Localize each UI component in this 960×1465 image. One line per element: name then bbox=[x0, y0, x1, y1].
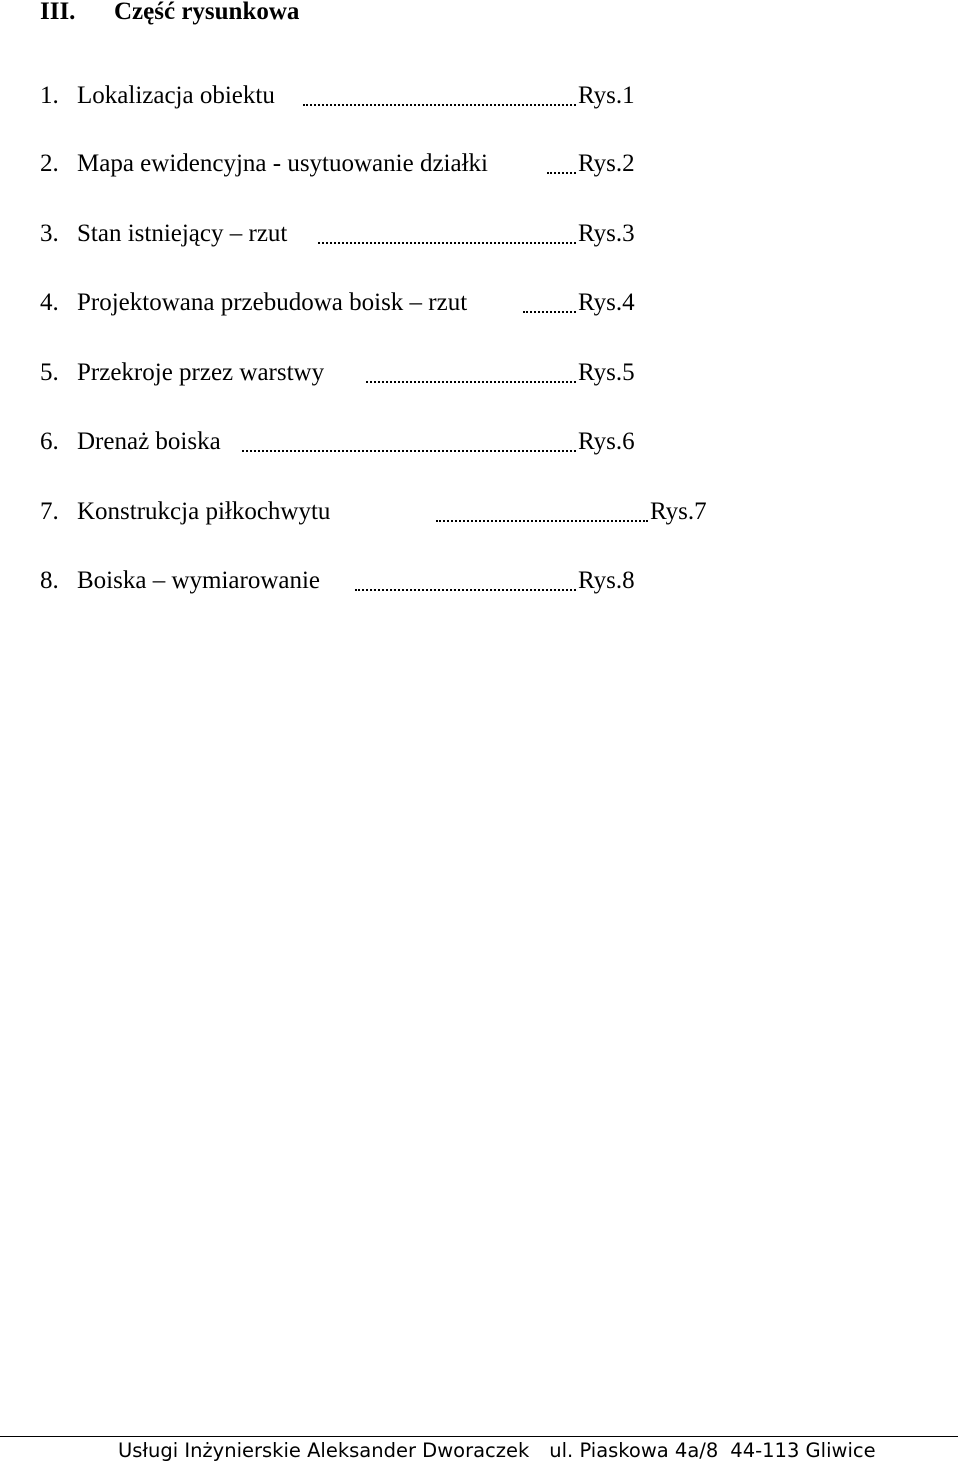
footer-city: 44-113 Gliwice bbox=[730, 1439, 876, 1462]
entry-title: Boiska – wymiarowanie bbox=[77, 567, 321, 594]
entry-reference: Rys.7 bbox=[650, 498, 707, 525]
entry-title: Lokalizacja obiektu bbox=[77, 82, 275, 109]
footer-street: ul. Piaskowa 4a/8 bbox=[549, 1439, 719, 1462]
entry-title: Przekroje przez warstwy bbox=[77, 359, 325, 386]
dot-leader bbox=[436, 520, 648, 522]
section-number: III. bbox=[40, 0, 76, 25]
entry-reference: Rys.1 bbox=[578, 82, 635, 109]
entry-number: 8. bbox=[40, 567, 59, 594]
entry-title: Mapa ewidencyjna - usytuowanie działki bbox=[77, 150, 488, 177]
dot-leader bbox=[547, 172, 576, 174]
entry-number: 5. bbox=[40, 359, 59, 386]
dot-leader bbox=[303, 104, 576, 106]
entry-title: Projektowana przebudowa boisk – rzut bbox=[77, 289, 468, 316]
dot-leader bbox=[242, 450, 576, 452]
entry-number: 3. bbox=[40, 220, 59, 247]
entry-number: 7. bbox=[40, 498, 59, 525]
entry-title: Stan istniejący – rzut bbox=[77, 220, 288, 247]
entry-title: Konstrukcja piłkochwytu bbox=[77, 498, 331, 525]
dot-leader bbox=[366, 381, 576, 383]
entry-reference: Rys.8 bbox=[578, 567, 635, 594]
entry-number: 1. bbox=[40, 82, 59, 109]
dot-leader bbox=[523, 311, 576, 313]
section-title: Część rysunkowa bbox=[114, 0, 300, 25]
entry-reference: Rys.5 bbox=[578, 359, 635, 386]
footer-company: Usługi Inżynierskie Aleksander Dworaczek bbox=[118, 1439, 530, 1462]
dot-leader bbox=[355, 589, 576, 591]
entry-reference: Rys.2 bbox=[578, 150, 635, 177]
dot-leader bbox=[318, 242, 576, 244]
entry-title: Drenaż boiska bbox=[77, 428, 221, 455]
entry-reference: Rys.4 bbox=[578, 289, 635, 316]
entry-number: 6. bbox=[40, 428, 59, 455]
entry-reference: Rys.6 bbox=[578, 428, 635, 455]
entry-number: 4. bbox=[40, 289, 59, 316]
page-footer bbox=[118, 1437, 876, 1465]
entry-number: 2. bbox=[40, 150, 59, 177]
section-heading bbox=[40, 0, 299, 30]
entry-reference: Rys.3 bbox=[578, 220, 635, 247]
